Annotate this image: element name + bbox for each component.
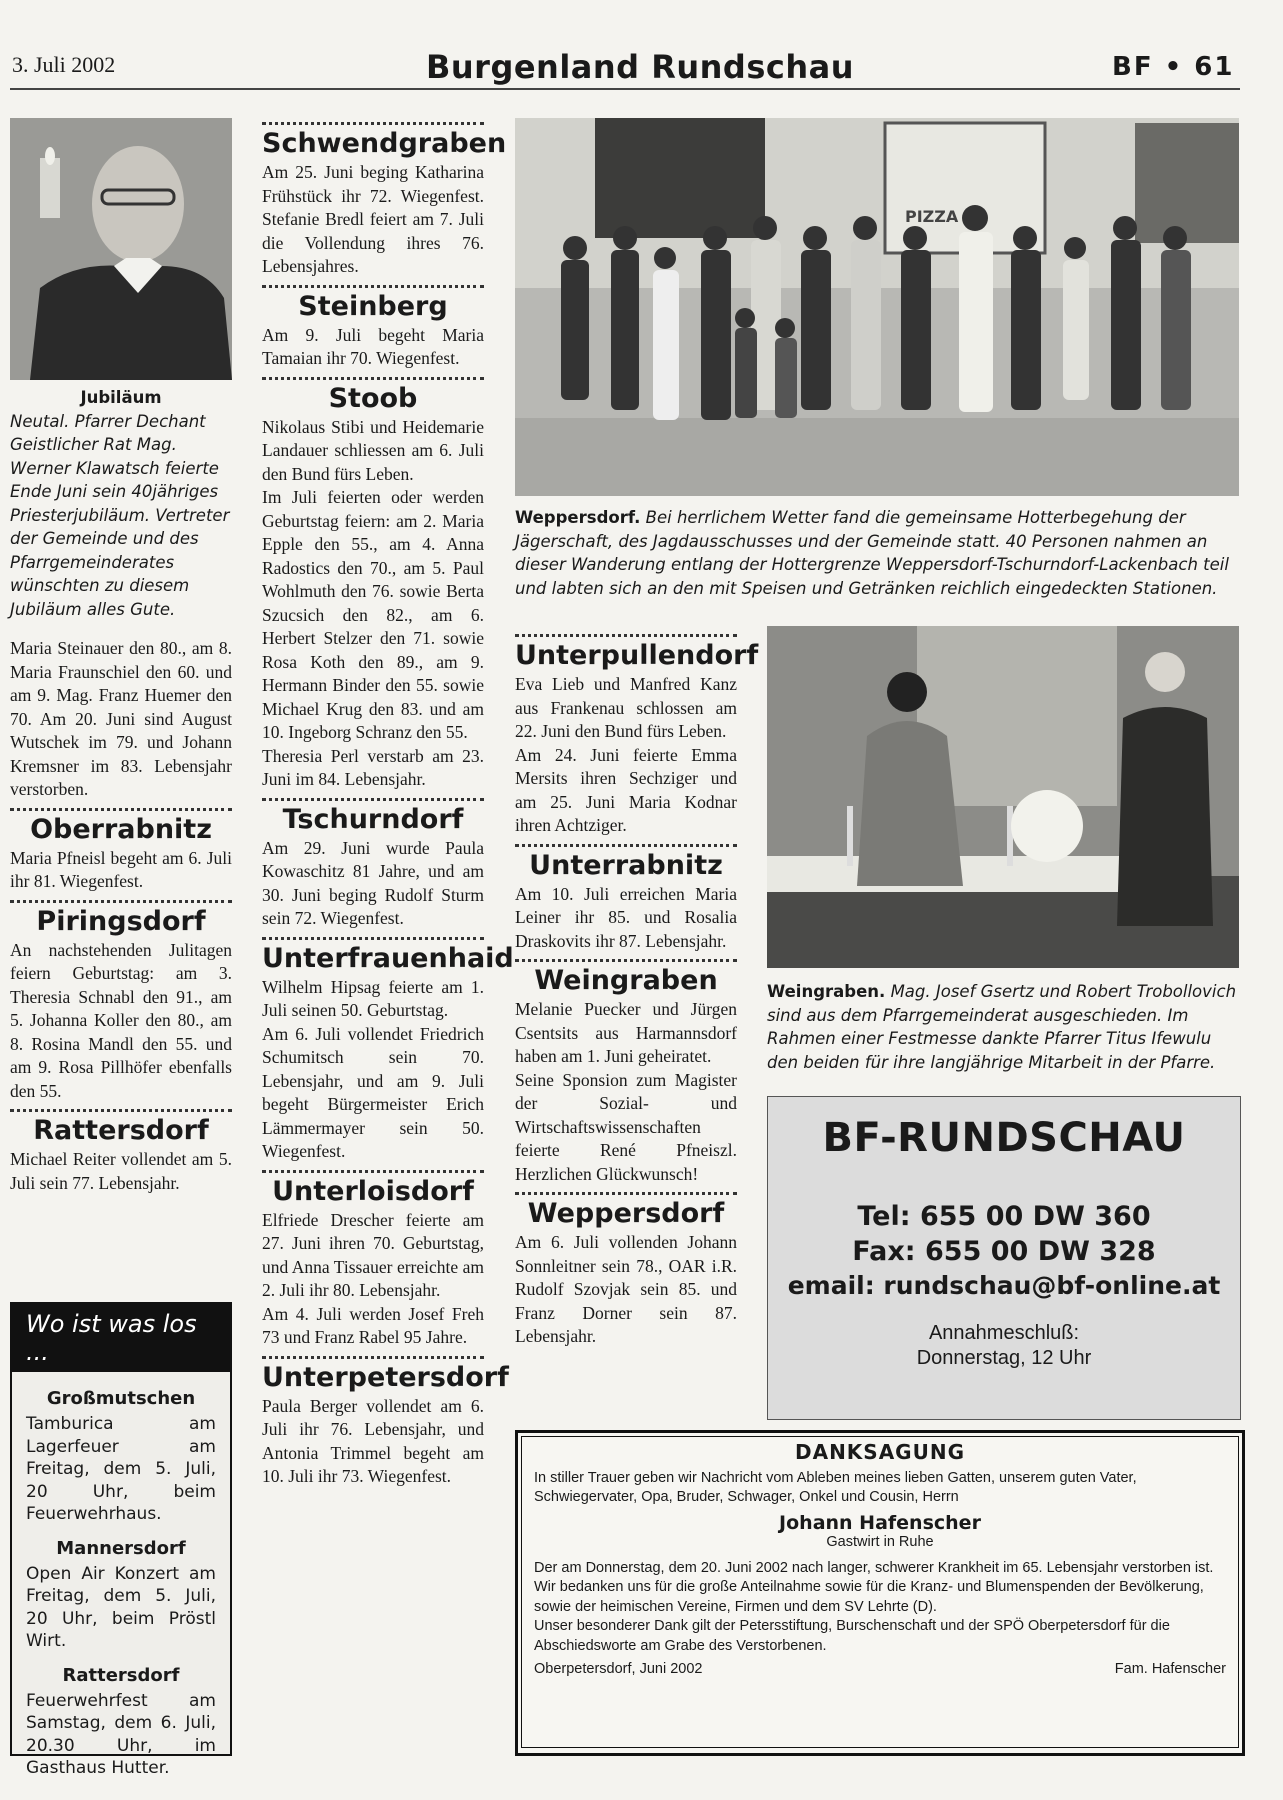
ad-deadline: Donnerstag, 12 Uhr <box>916 1347 1092 1369</box>
divider <box>10 900 232 903</box>
section-text-schwendgraben: Am 25. Juni beging Katharina Frühstück ihr 72. Wiegenfest. Stefanie Bredl feiert am 7. Juli die Vollendung ihres 76. Lebensjahres. <box>262 162 484 276</box>
notice-intro: In stiller Trauer geben wir Nachricht vom Ableben meines lieben Gatten, unserem guten Vater, Schwiegervater, Opa, Bruder, Schwager, Onkel und Cousin, Herrn <box>534 1469 1137 1505</box>
notice-name: Johann Hafenscher <box>779 1511 981 1534</box>
obituary-notice <box>515 1430 1245 1756</box>
section-title-schwendgraben: Schwendgraben <box>262 128 507 159</box>
event-text: Tamburica am Lagerfeuer am Freitag, dem 5. Juli, 20 Uhr, beim Feuerwehrhaus. <box>26 1414 216 1524</box>
top-caption-text: Bei herrlichem Wetter fand die gemeinsame Hotterbegehung der Jägerschaft, des Jagdausschusses und der Gemeinde statt. 40 Personen nahmen an dieser Wanderung entlang der Hottergrenze Weppersdorf-Tschurndorf-Lackenbach teil und labten sich an den mit Speisen und Getränken reichlich eingedeckten Stationen. <box>515 508 1229 598</box>
group-photo-image <box>515 118 1239 496</box>
event-text: Feuerwehrfest am Samstag, dem 6. Juli, 20.30 Uhr, im Gasthaus Hutter. <box>26 1690 216 1778</box>
divider <box>262 937 484 940</box>
divider <box>262 122 484 125</box>
section-text-oberrabnitz: Maria Pfneisl begeht am 6. Juli ihr 81. Wiegenfest. <box>10 847 232 891</box>
pizza-sign: PIZZA <box>905 207 959 226</box>
ad-title: BF-RUNDSCHAU <box>822 1115 1186 1161</box>
page-number: BF • 61 <box>1112 52 1235 82</box>
section-text-unterfrauenhaid: Wilhelm Hipsag feierte am 1. Juli seinen 50. Geburtstag. <box>262 976 484 1020</box>
event-place: Großmutschen <box>46 1388 196 1409</box>
divider <box>10 808 232 811</box>
header-rule <box>10 88 1240 90</box>
section-text-unterrabnitz: Am 10. Juli erreichen Maria Leiner ihr 85. und Rosalia Draskovits ihr 87. Lebensjahr. <box>515 883 737 951</box>
section-title-oberrabnitz: Oberrabnitz <box>30 813 212 845</box>
divider <box>515 959 737 962</box>
church-caption-text: Mag. Josef Gsertz und Robert Trobollovich sind aus dem Pfarrgemeinderat ausgeschieden. Im Rahmen einer Festmesse dankte Pfarrer Titus Ifewulu den beiden für ihre langjährige Mitarbeit in der Pfarre. <box>767 982 1237 1072</box>
divider <box>10 1109 232 1112</box>
ad-phone: Tel: 655 00 DW 360 <box>857 1201 1151 1232</box>
portrait-caption: Neutal. Pfarrer Dechant Geistlicher Rat Mag. Werner Klawatsch feierte Ende Juni sein 40jähriges Priesterjubiläum. Vertreter der Gemeinde und des Pfarrgemeinderates wünschten zu diesem Jubiläum alles Gute. <box>10 411 230 619</box>
intro-text: Maria Steinauer den 80., am 8. Maria Fraunschiel den 60. und am 9. Mag. Franz Huemer den 70. Am 20. Juni sind August Wutschek im 79. und Johann Kremsner im 83. Lebensjahr verstorben. <box>10 638 232 799</box>
section-title-unterrabnitz: Unterrabnitz <box>529 849 723 881</box>
notice-place-date: Oberpetersdorf, Juni 2002 <box>534 1661 703 1677</box>
section-text-unterfrauenhaid: Am 6. Juli vollendet Friedrich Schumitsch sein 70. Lebensjahr, und am 9. Juli begeht Bürgermeister Erich Lämmermayer sein 50. Wiegenfest. <box>262 1023 484 1161</box>
church-photo <box>767 626 1239 968</box>
divider <box>262 798 484 801</box>
divider <box>515 844 737 847</box>
section-text-stoob: Theresia Perl verstarb am 23. Juni im 84. Lebensjahr. <box>262 745 484 789</box>
section-title-weingraben: Weingraben <box>534 965 718 996</box>
newspaper-title: Burgenland Rundschau <box>425 48 854 86</box>
issue-date: 3. Juli 2002 <box>12 52 116 77</box>
column-2 <box>262 118 514 1489</box>
notice-paragraph: Wir bedanken uns für die große Anteilnahme sowie für die Kranz- und Blumenspenden der Bevölkerung, sowie der heimischen Vereine, Firmen und dem SV Lehrte (D). <box>534 1579 1204 1615</box>
section-text-weppersdorf: Am 6. Juli vollenden Johann Sonnleitner sein 78., OAR i.R. Rudolf Szovjak sein 85. und Franz Dorner sein 87. Lebensjahr. <box>515 1232 737 1346</box>
section-title-unterloisdorf: Unterloisdorf <box>272 1175 474 1207</box>
events-box-heading: Wo ist was los ... <box>12 1304 230 1372</box>
section-title-piringsdorf: Piringsdorf <box>36 905 206 937</box>
notice-paragraph: Der am Donnerstag, dem 20. Juni 2002 nach langer, schwerer Krankheit im 65. Lebensjahr verstorben ist. <box>534 1559 1214 1576</box>
notice-title: DANKSAGUNG <box>794 1440 965 1464</box>
divider <box>515 1192 737 1195</box>
section-text-stoob: Nikolaus Stibi und Heidemarie Landauer schliessen am 6. Juli den Bund fürs Leben. <box>262 416 484 484</box>
section-title-stoob: Stoob <box>328 382 418 414</box>
section-text-unterloisdorf: Am 4. Juli werden Josef Freh 73 und Franz Rabel 95 Jahre. <box>262 1303 484 1347</box>
notice-role: Gastwirt in Ruhe <box>826 1534 934 1550</box>
notice-signature: Fam. Hafenscher <box>1114 1661 1226 1677</box>
divider <box>262 285 484 288</box>
section-text-unterpetersdorf: Paula Berger vollendet am 6. Juli ihr 76. Lebensjahr, und Antonia Trimmel begeht am 10. Juli ihr 73. Wiegenfest. <box>262 1395 484 1486</box>
contact-ad <box>767 1096 1241 1420</box>
section-title-steinberg: Steinberg <box>298 290 448 322</box>
priest-portrait-photo <box>10 118 232 380</box>
column-3 <box>515 628 759 1349</box>
church-photo-image <box>767 626 1239 968</box>
ad-fax: Fax: 655 00 DW 328 <box>852 1236 1156 1267</box>
divider <box>262 1170 484 1173</box>
section-text-unterpullendorf: Eva Lieb und Manfred Kanz aus Frankenau schlossen am 22. Juni den Bund fürs Leben. <box>515 674 737 741</box>
section-text-piringsdorf: An nachstehenden Julitagen feiern Geburtstag: am 3. Theresia Schnabl den 91., am 5. Johanna Koller den 80., am 8. Rosina Mandl den 55. und am 9. Rosa Pillhöfer ebenfalls den 55. <box>10 939 232 1101</box>
section-title-unterfrauenhaid: Unterfrauenhaid <box>262 942 514 974</box>
section-text-stoob: Im Juli feierten oder werden Geburtstag feiern: am 2. Maria Epple den 55., am 4. Anna Radostics den 70., am 5. Paul Wohlmuth den 76. sowie Berta Szucsich den 82., am 6. Herbert Stelzer den 71. sowie Rosa Koth den 89., am 9. Hermann Binder den 55. sowie Michael Krug den 83. und am 10. Ingeborg Schranz den 55. <box>262 487 484 742</box>
section-title-unterpetersdorf: Unterpetersdorf <box>262 1361 509 1393</box>
priest-portrait-image <box>10 118 232 380</box>
divider <box>262 1356 484 1359</box>
group-photo <box>515 118 1239 496</box>
section-text-weingraben: Melanie Puecker und Jürgen Csentsits aus Harmannsdorf haben am 1. Juni geheiratet. <box>515 999 737 1066</box>
notice-paragraph: Unser besonderer Dank gilt der Petersstiftung, Burschenschaft und der SPÖ Oberpetersdorf für die Abschiedsworte am Grabe des Verstorbenen. <box>534 1618 1170 1654</box>
divider <box>515 634 737 637</box>
events-box <box>10 1302 232 1778</box>
section-text-tschurndorf: Am 29. Juni wurde Paula Kowaschitz 81 Jahre, und am 30. Juni beging Rudolf Sturm sein 72. Wiegenfest. <box>262 837 484 928</box>
church-caption-place: Weingraben. <box>767 982 886 1001</box>
section-text-unterloisdorf: Elfriede Drescher feierte am 27. Juni ihren 70. Geburtstag, und Anna Tissauer erreichte am 2. Juli ihr 80. Lebensjahr. <box>262 1209 484 1300</box>
top-caption-place: Weppersdorf. <box>515 508 641 527</box>
section-text-unterpullendorf: Am 24. Juni feierte Emma Mersits ihren Sechziger und am 25. Juni Maria Kodnar ihren Achtziger. <box>515 744 737 835</box>
ad-email[interactable]: email: rundschau@bf-online.at <box>787 1271 1221 1300</box>
section-title-weppersdorf: Weppersdorf <box>527 1198 725 1229</box>
event-place: Rattersdorf <box>62 1664 180 1686</box>
section-text-steinberg: Am 9. Juli begeht Maria Tamaian ihr 70. Wiegenfest. <box>262 324 484 368</box>
section-text-rattersdorf: Michael Reiter vollendet am 5. Juli sein 77. Lebensjahr. <box>10 1149 232 1193</box>
section-title-unterpullendorf: Unterpullendorf <box>515 640 759 671</box>
event-place: Mannersdorf <box>56 1537 186 1559</box>
event-text: Open Air Konzert am Freitag, dem 5. Juli, 20 Uhr, beim Pröstl Wirt. <box>26 1563 216 1651</box>
divider <box>262 377 484 380</box>
section-title-tschurndorf: Tschurndorf <box>282 803 464 835</box>
portrait-caption-title: Jubiläum <box>80 388 162 407</box>
section-text-weingraben: Seine Sponsion zum Magister der Sozial- und Wirtschaftswissenschaften feierte René Pfneiszl. Herzlichen Glückwunsch! <box>515 1069 737 1184</box>
section-title-rattersdorf: Rattersdorf <box>33 1115 209 1146</box>
column-1 <box>10 118 232 1195</box>
ad-deadline-label: Annahmeschluß: <box>928 1322 1080 1344</box>
